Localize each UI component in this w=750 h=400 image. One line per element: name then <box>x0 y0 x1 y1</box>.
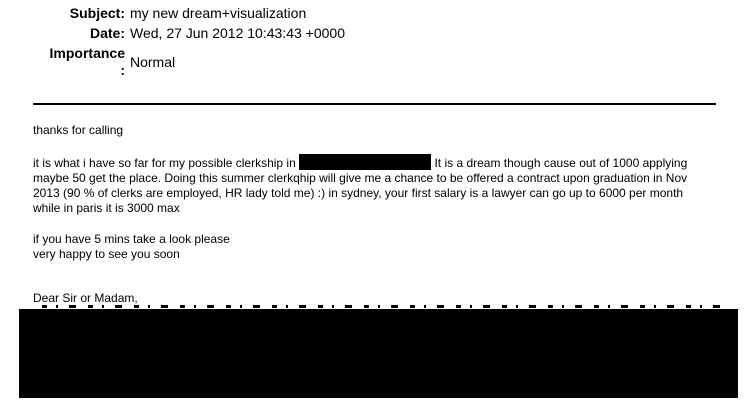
header-divider <box>33 103 716 105</box>
header-row-subject <box>37 4 737 24</box>
closing-line: very happy to see you soon <box>33 247 180 261</box>
email-header-table <box>37 4 737 81</box>
inline-redaction-box <box>299 154 431 170</box>
clerkship-text-before: it is what i have so far for my possible clerkship in <box>33 156 300 170</box>
importance-label <box>37 44 130 81</box>
importance-label-colon: : <box>120 62 125 78</box>
importance-value: Normal <box>130 53 176 70</box>
subject-value: my new dream+visualization <box>130 5 307 21</box>
clerkship-paragraph <box>33 154 695 216</box>
redacted-text-remnant <box>42 305 732 308</box>
date-value: Wed, 27 Jun 2012 10:43:43 +0000 <box>130 25 345 41</box>
clerkship-text-after: It is a dream though cause out of 1000 applying maybe 50 get the place. Doing this summer clerkqhip will give me a chance to be offered a contract upon graduation in Nov 2013 (90 % of clerks are employed, HR lady told me) :) in sydney, your first salary is a lawyer can go up to 6000 per month while in paris it is 3000 max <box>33 156 688 215</box>
email-body <box>33 123 695 306</box>
header-row-importance <box>37 44 737 81</box>
redacted-content-block <box>19 309 738 398</box>
greeting-line: thanks for calling <box>33 123 124 137</box>
header-row-date <box>37 24 737 44</box>
date-label: Date: <box>89 25 125 41</box>
subject-label: Subject: <box>69 5 125 21</box>
salutation-line: Dear Sir or Madam, <box>33 291 138 305</box>
importance-label-text: Importance <box>49 45 125 61</box>
request-line: if you have 5 mins take a look please <box>33 232 230 246</box>
